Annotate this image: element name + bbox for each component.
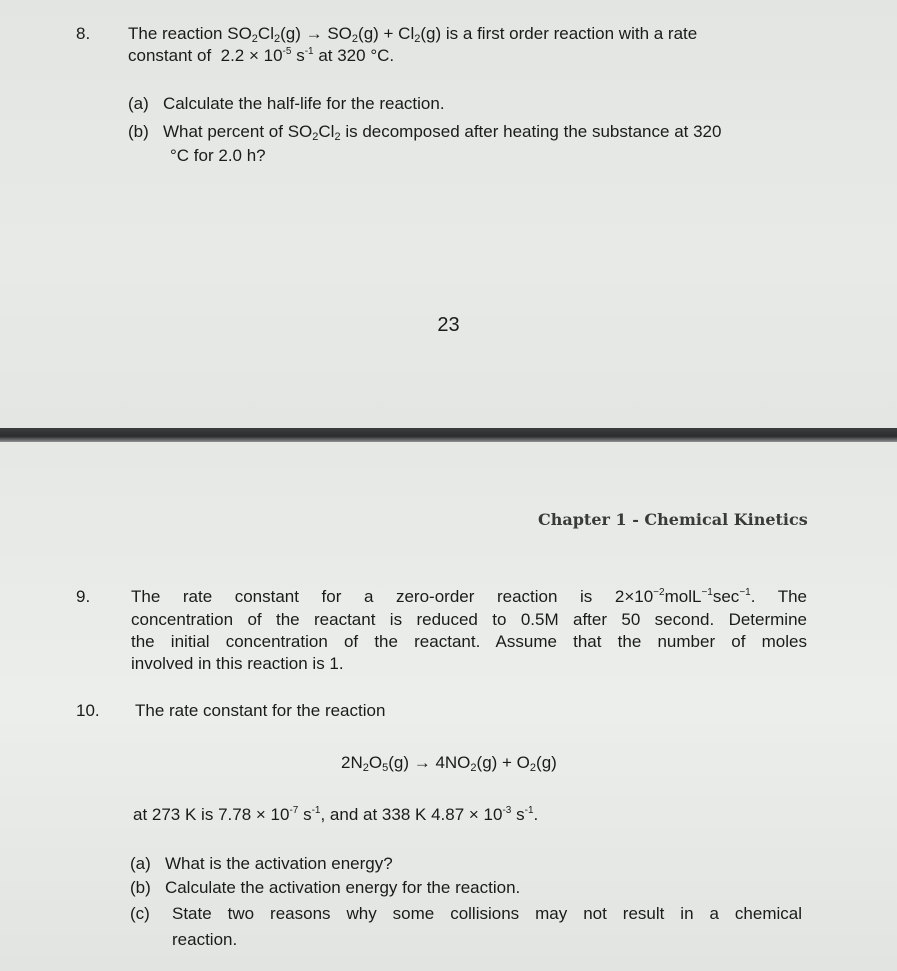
q8-line-2: constant of $2.2 \times 10^{-5}$ $s^{-1}$ at 320 °C. bbox=[128, 46, 395, 65]
q10-part-a-text: What is the activation energy? bbox=[164, 854, 393, 873]
q9-line-1: The rate constant for a zero-order reaction is $2\times 10^{-2}molL^{-1}\sec^{-1}$. The bbox=[131, 587, 807, 606]
q10-number: 10. bbox=[76, 701, 100, 720]
q10-rate-constant-1: $7.78 \times 10^{-7}$ $s^{-1}$ bbox=[218, 805, 321, 824]
q8-part-b-formula: $SO_2Cl_2$ bbox=[287, 122, 341, 143]
q10-part-c-line-2: reaction. bbox=[172, 930, 238, 949]
q8-part-a-label: (a) bbox=[128, 94, 149, 113]
q10-line-1: The rate constant for the reaction bbox=[135, 701, 386, 720]
q8-part-b: (b) What percent of $SO_2Cl_2$ is decomposed after heating the substance at 320 bbox=[128, 122, 722, 143]
q10-line-2: at 273 K is $7.78 \times 10^{-7}$ $s^{-1}$, and at 338 K $4.87 \times 10^{-3}$ $s^{-1}$. bbox=[133, 805, 539, 824]
q8-line1-tail: is a first order reaction with a rate bbox=[445, 24, 698, 43]
q9-line-3: the initial concentration of the reactant. Assume that the number of moles bbox=[131, 632, 807, 651]
q10-part-b-text: Calculate the activation energy for the reaction. bbox=[164, 878, 521, 897]
page-number: 23 bbox=[437, 314, 460, 336]
q9-line-4: involved in this reaction is 1. bbox=[131, 654, 344, 673]
q8-rate-constant: $2.2 \times 10^{-5}$ $s^{-1}$ bbox=[220, 46, 314, 65]
q10-rate-constant-2: $4.87 \times 10^{-3}$ $s^{-1}$ bbox=[431, 805, 534, 824]
q8-number: 8. bbox=[76, 24, 91, 43]
q8-reaction-equation: $SO_2Cl_2(g) \to SO_2(g) + Cl_2(g)$ bbox=[227, 24, 442, 45]
q8-part-a bbox=[128, 93, 445, 115]
q10-part-a bbox=[130, 853, 393, 875]
page-divider bbox=[0, 428, 897, 442]
q8-part-b-label: (b) bbox=[128, 122, 149, 141]
q9-rate-constant: $2\times 10^{-2}molL^{-1}\sec^{-1}$ bbox=[614, 587, 751, 606]
q8-line1-intro: The reaction bbox=[128, 24, 223, 43]
q8-part-a-text: Calculate the half-life for the reaction. bbox=[162, 94, 445, 113]
q9-line-2: concentration of the reactant is reduced to 0.5M after 50 second. Determine bbox=[131, 610, 807, 629]
q10-equation: $2N_2O_5(g) \to 4NO_2(g) + O_2(g)$ bbox=[341, 753, 557, 774]
chapter-heading: Chapter 1 - Chemical Kinetics bbox=[538, 510, 808, 529]
q10-part-b bbox=[130, 877, 520, 899]
q8-part-b-line-2: °C for 2.0 h? bbox=[170, 146, 266, 165]
q9-number: 9. bbox=[76, 587, 91, 606]
q10-part-a-label: (a) bbox=[130, 854, 151, 873]
q10-part-c-line-1: State two reasons why some collisions may not result in a chemical bbox=[172, 904, 802, 923]
q10-part-c-label: (c) bbox=[130, 904, 150, 923]
q8-line-1 bbox=[128, 23, 697, 45]
q10-part-b-label: (b) bbox=[130, 878, 151, 897]
